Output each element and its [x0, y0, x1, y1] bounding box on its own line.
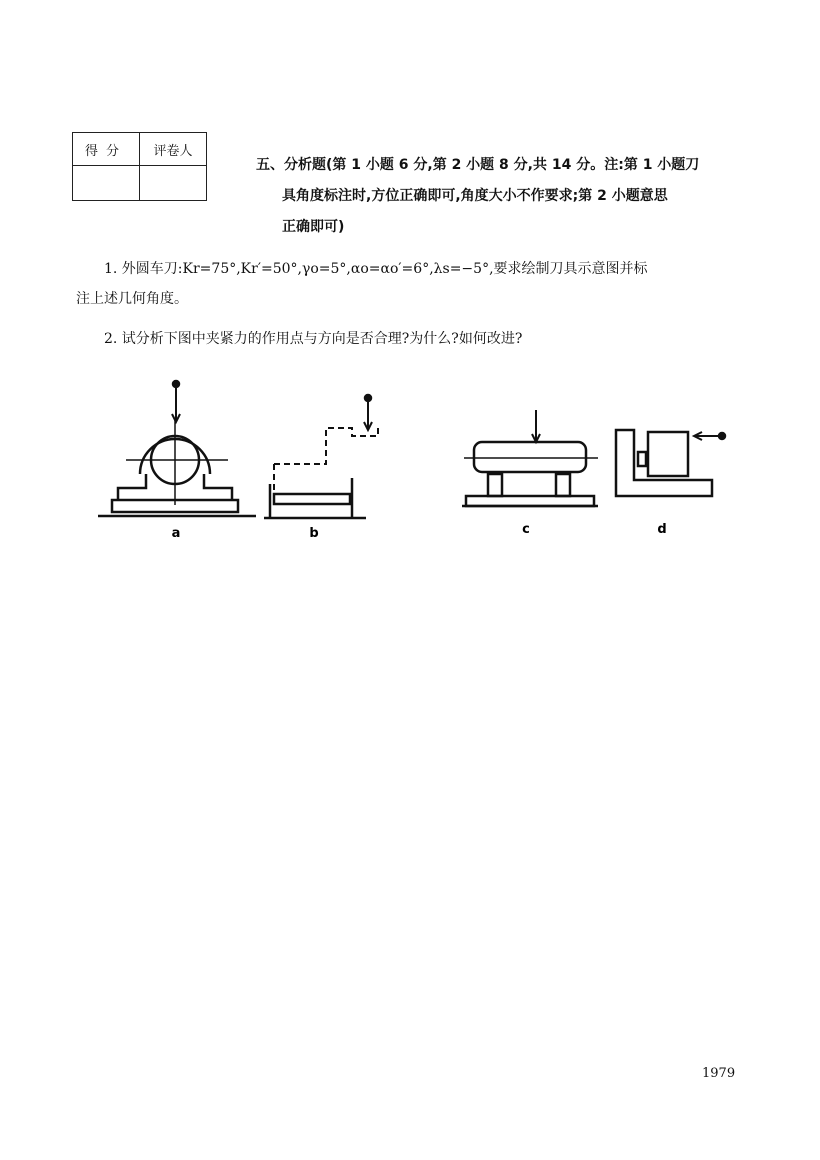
question-2-line-1: 2. 试分析下图中夹紧力的作用点与方向是否合理?为什么?如何改进?: [104, 331, 523, 347]
figure-a: [98, 381, 256, 516]
figure-a-force-tail: [173, 381, 179, 387]
section-heading: [256, 150, 746, 243]
grader-cell[interactable]: [140, 166, 207, 201]
clamping-figures: [90, 370, 750, 554]
question-1-line-2: 注上述几何角度。: [76, 291, 188, 307]
figure-d-label: d: [657, 522, 667, 537]
score-cell[interactable]: [73, 166, 140, 201]
section-heading-line-2: 具角度标注时,方位正确即可,角度大小不作要求;第 2 小题意思: [282, 188, 668, 204]
figure-b-base-plate: [274, 494, 350, 504]
figure-d-workpiece: [648, 432, 688, 476]
figure-c-support-left: [488, 474, 502, 496]
figure-c: [462, 410, 598, 506]
grader-header: 评卷人: [140, 133, 207, 166]
figure-a-label: a: [171, 526, 181, 541]
figure-d-force-tail: [719, 433, 725, 439]
section-heading-line-1: 五、分析题(第 1 小题 6 分,第 2 小题 8 分,共 14 分。注:第 1 小题刀: [256, 157, 700, 173]
question-2: [76, 324, 746, 354]
figure-d-locator: [638, 452, 646, 466]
figure-d: [616, 430, 725, 496]
score-table: [72, 132, 207, 201]
score-header: 得分: [73, 133, 140, 166]
page-number: 1979: [702, 1066, 736, 1081]
figure-b-label: b: [309, 526, 319, 541]
question-1: [76, 254, 746, 314]
figure-d-angle-fixture: [616, 430, 712, 496]
section-heading-line-3: 正确即可): [282, 219, 345, 235]
figure-b-force-tail: [365, 395, 371, 401]
figure-c-label: c: [522, 522, 530, 537]
figure-c-base: [466, 496, 594, 506]
figure-c-support-right: [556, 474, 570, 496]
clamping-figures-drawing: [90, 370, 750, 550]
figure-b: [264, 395, 378, 518]
figure-b-workpiece: [274, 428, 378, 464]
question-1-line-1: 1. 外圆车刀:Kr=75°,Kr′=50°,γo=5°,αo=αo′=6°,λs=−5°,要求绘制刀具示意图并标: [104, 261, 648, 277]
figure-c-shaft: [474, 442, 586, 472]
